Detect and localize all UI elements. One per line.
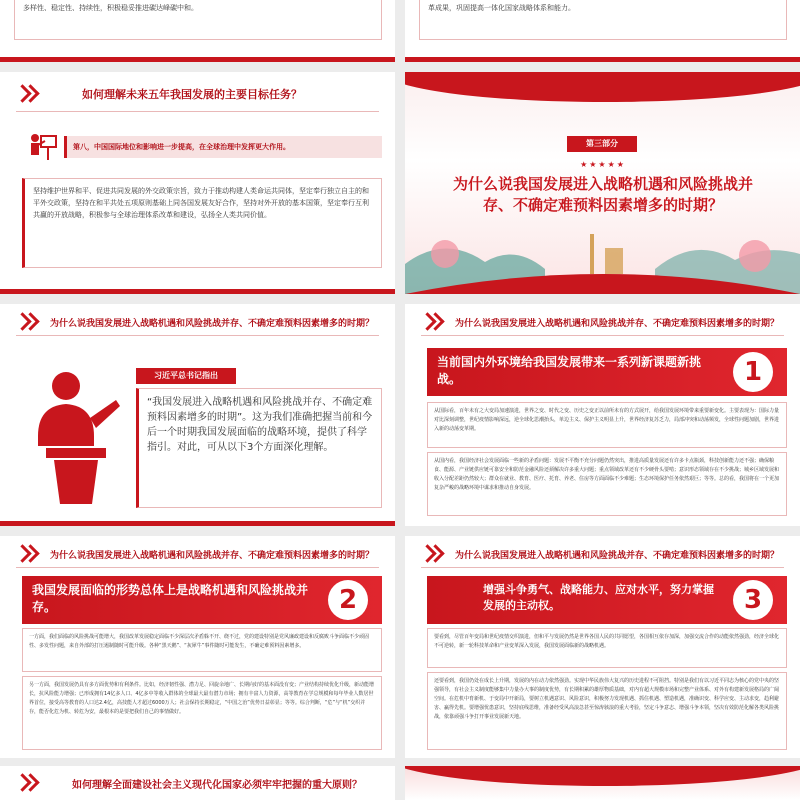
slide-5-quote-box [136, 388, 382, 508]
speaker-icon [26, 366, 126, 506]
slide-8 [405, 536, 800, 758]
slide-7-header [0, 536, 395, 572]
slide-6-banner-text: 当前国内外环境给我国发展带来一系列新课题新挑战。 [437, 355, 702, 386]
slide-10 [405, 766, 800, 800]
part-badge: 第三部分 [567, 136, 637, 152]
slide-6 [405, 304, 800, 526]
number-badge: 3 [733, 580, 773, 620]
slide-3-highlight [64, 136, 382, 158]
slide-8-header [405, 536, 800, 572]
chevron-icon [16, 83, 42, 105]
slide-3-body: 坚持维护世界和平、促进共同发展的外交政策宗旨，致力于推动构建人类命运共同体，坚定奉行独立自主的和平外交政策，坚持在和平共处五项原则基础上同各国发展友好合作，坚持对外开放的基本国策，坚定奉行互利共赢的开放战略，积极参与全球治理体系改革和建设，弘扬全人类共同价值。 [33, 187, 369, 219]
slide-7-banner [22, 576, 382, 624]
chevron-icon [16, 772, 42, 794]
slide-3-header [0, 72, 395, 116]
slide-10-red-curve [405, 766, 800, 786]
slide-8-banner [427, 576, 787, 624]
number-badge: 2 [328, 580, 368, 620]
slide-9-header [0, 766, 395, 800]
decorative-mountains [405, 214, 800, 294]
slide-1-text-box [14, 0, 382, 40]
slide-6-box-1 [427, 402, 787, 448]
header-divider [16, 111, 379, 112]
slide-5 [0, 304, 395, 526]
slide-5-header [0, 304, 395, 340]
slide-6-box-2 [427, 452, 787, 516]
slide-6-p1: 从国际看，百年未有之大变局加速演进，世界之变、时代之变、历史之变正以前所未有的方式展开，给我国发展环境带来重要新变化。主要表现为：国际力量对比深刻调整，世纪疫情影响深远，逆全球化思潮抬头，单边主义、保护主义明显上升，世界经济复苏乏力，局部冲突和动荡频发，全球性问题加剧，世界进入新的动荡变革期。 [434, 408, 780, 432]
slide-1-bottom-bar [0, 57, 395, 62]
slide-8-title: 为什么说我国发展进入战略机遇和风险挑战并存、不确定难预料因素增多的时期？ [455, 550, 780, 561]
slide-2-bottom-bar [405, 57, 800, 62]
slide-3-body-box [22, 178, 382, 268]
slide-3-bottom-bar [0, 289, 395, 294]
teacher-icon [28, 132, 58, 162]
slide-2-text: 革成果，巩固提高一体化国家战略体系和能力。 [428, 4, 575, 12]
slide-7-p2: 另一方面，我国发展仍具有多方面优势和有利条件。比如，经济韧性强、潜力足、回旋余地广、长期向好的基本面没有变；产业结构持续优化升级，新动能增长，抗风险能力增强；已形成拥有14亿多人口、4亿多中等收入群体的全球最大最有潜力市场；拥有丰富人力资源，高等教育在学总规模和每年毕业人数居世界首位，接受高等教育的人口达2.4亿，高技能人才超过6000万人；社会保持长期稳定，“中国之治”优势日益彰显；等等。综合判断，“危”与“机”交织并存，能否化危为机、转危为安，最根本的是要把我们自己的事情做好。 [29, 682, 375, 715]
slide-5-quote: “我国发展进入战略机遇和风险挑战并存、不确定难预料因素增多的时期”。这为我们准确把握当前和今后一个时期我国发展面临的战略环境，提供了科学指引。对此，可从以下3个方面深化理解。 [147, 397, 373, 453]
chevron-icon [421, 543, 447, 565]
slide-9-title: 如何理解全面建设社会主义现代化国家必须牢牢把握的重大原则？ [72, 779, 362, 791]
chevron-icon [421, 311, 447, 333]
slide-7-banner-text: 我国发展面临的形势总体上是战略机遇和风险挑战并存。 [32, 583, 309, 614]
slide-5-bottom-bar [0, 521, 395, 526]
number-badge: 1 [733, 352, 773, 392]
slide-3 [0, 72, 395, 294]
slide-7 [0, 536, 395, 758]
slide-6-p2: 从国内看，我国经济社会发展面临一些新的矛盾问题：发展不平衡不充分问题仍然突出，推进高质量发展还有许多卡点瓶颈，科技创新能力还不强；确保粮食、能源、产业链供应链可靠安全和防范金融风险还须解决许多重大问题；重点领域改革还有不少硬骨头要啃；意识形态领域存在不少挑战；城乡区域发展和收入分配差距仍然较大；群众在就业、教育、医疗、托育、养老、住房等方面面临不少难题；生态环境保护任务依然艰巨；等等。总的看，我国将在一个更加复杂严峻的战略环境中谋求和推动自身发展。 [434, 458, 780, 491]
slide-8-p2: 还要看到，我国仍处在成长上升期，发展的内在动力依然强劲。实现中华民族伟大复兴的历史进程不可阻挡。特别是我们有以习近平同志为核心的党中央的坚强领导，有社会主义制度能够集中力量办大事的制度优势，有长期积累的雄厚物质基础，对内有超大规模市场和完整产业体系、对外有构建新发展格局的广阔空间。在危机中育新机、于变局中开新局，要树立机遇意识、风险意识，积极努力发现机遇、抓住机遇、塑造机遇，准确识变、科学应变、主动求变，趋利避害、赢得先机。要增强忧患意识，坚持底线思维，准备经受风高浪急甚至惊涛骇浪的重大考验，坚定斗争意志、增强斗争本领，坚决有效防范化解各类风险挑战，依靠顽强斗争打开事业发展新天地。 [434, 678, 780, 720]
header-divider [16, 335, 379, 336]
header-divider [421, 335, 784, 336]
slide-1-text: 多样性、稳定性、持续性，积极稳妥推进碳达峰碳中和。 [23, 4, 198, 12]
slide-8-banner-text: 增强斗争勇气、战略能力、应对水平，努力掌握发展的主动权。 [483, 583, 714, 612]
slide-2 [405, 0, 800, 62]
slide-7-title: 为什么说我国发展进入战略机遇和风险挑战并存、不确定难预料因素增多的时期？ [50, 550, 375, 561]
slide-8-box-1 [427, 628, 787, 668]
slide-1 [0, 0, 395, 62]
slide-8-box-2 [427, 672, 787, 750]
slide-5-label: 习近平总书记指出 [136, 368, 236, 384]
slide-8-p1: 要看到，尽管百年变局和世纪疫情交织演进，但和平与发展仍然是世界各国人民的共同愿望，各国相互依存加深，加强交流合作的动能依然强劲，经济全球化不可逆转，新一轮科技革命和产业变革深入发展，我国发展面临新的战略机遇。 [434, 634, 780, 649]
stars-icon: ★★★★★ [580, 160, 626, 169]
slide-7-box-1 [22, 628, 382, 672]
top-red-curve [405, 72, 800, 102]
slide-6-header [405, 304, 800, 340]
slide-5-title: 为什么说我国发展进入战略机遇和风险挑战并存、不确定难预料因素增多的时期？ [50, 318, 375, 329]
slide-3-highlight-text: 第八，中国国际地位和影响进一步提高，在全球治理中发挥更大作用。 [73, 143, 290, 151]
chevron-icon [16, 543, 42, 565]
header-divider [16, 567, 379, 568]
slide-2-text-box [419, 0, 787, 40]
slide-6-banner [427, 348, 787, 396]
slide-7-p1: 一方面，我们面临的风险挑战可能增大，我国改革发展稳定面临不少深层次矛盾躲不开、绕不过，党的建设特别是党风廉政建设和反腐败斗争面临不少顽固性、多发性问题，来自外部的打压遏制随时可能升级。各种“黑天鹅”、“灰犀牛”事件随时可能发生，不确定难预料因素增多。 [29, 634, 370, 649]
chevron-icon [16, 311, 42, 333]
slide-3-title: 如何理解未来五年我国发展的主要目标任务？ [82, 88, 302, 101]
slide-4-title: 为什么说我国发展进入战略机遇和风险挑战并存、不确定难预料因素增多的时期？ [452, 175, 753, 214]
slide-9 [0, 766, 395, 800]
header-divider [421, 567, 784, 568]
slide-4 [405, 72, 800, 294]
slide-6-title: 为什么说我国发展进入战略机遇和风险挑战并存、不确定难预料因素增多的时期？ [455, 318, 780, 329]
slide-7-box-2 [22, 676, 382, 750]
